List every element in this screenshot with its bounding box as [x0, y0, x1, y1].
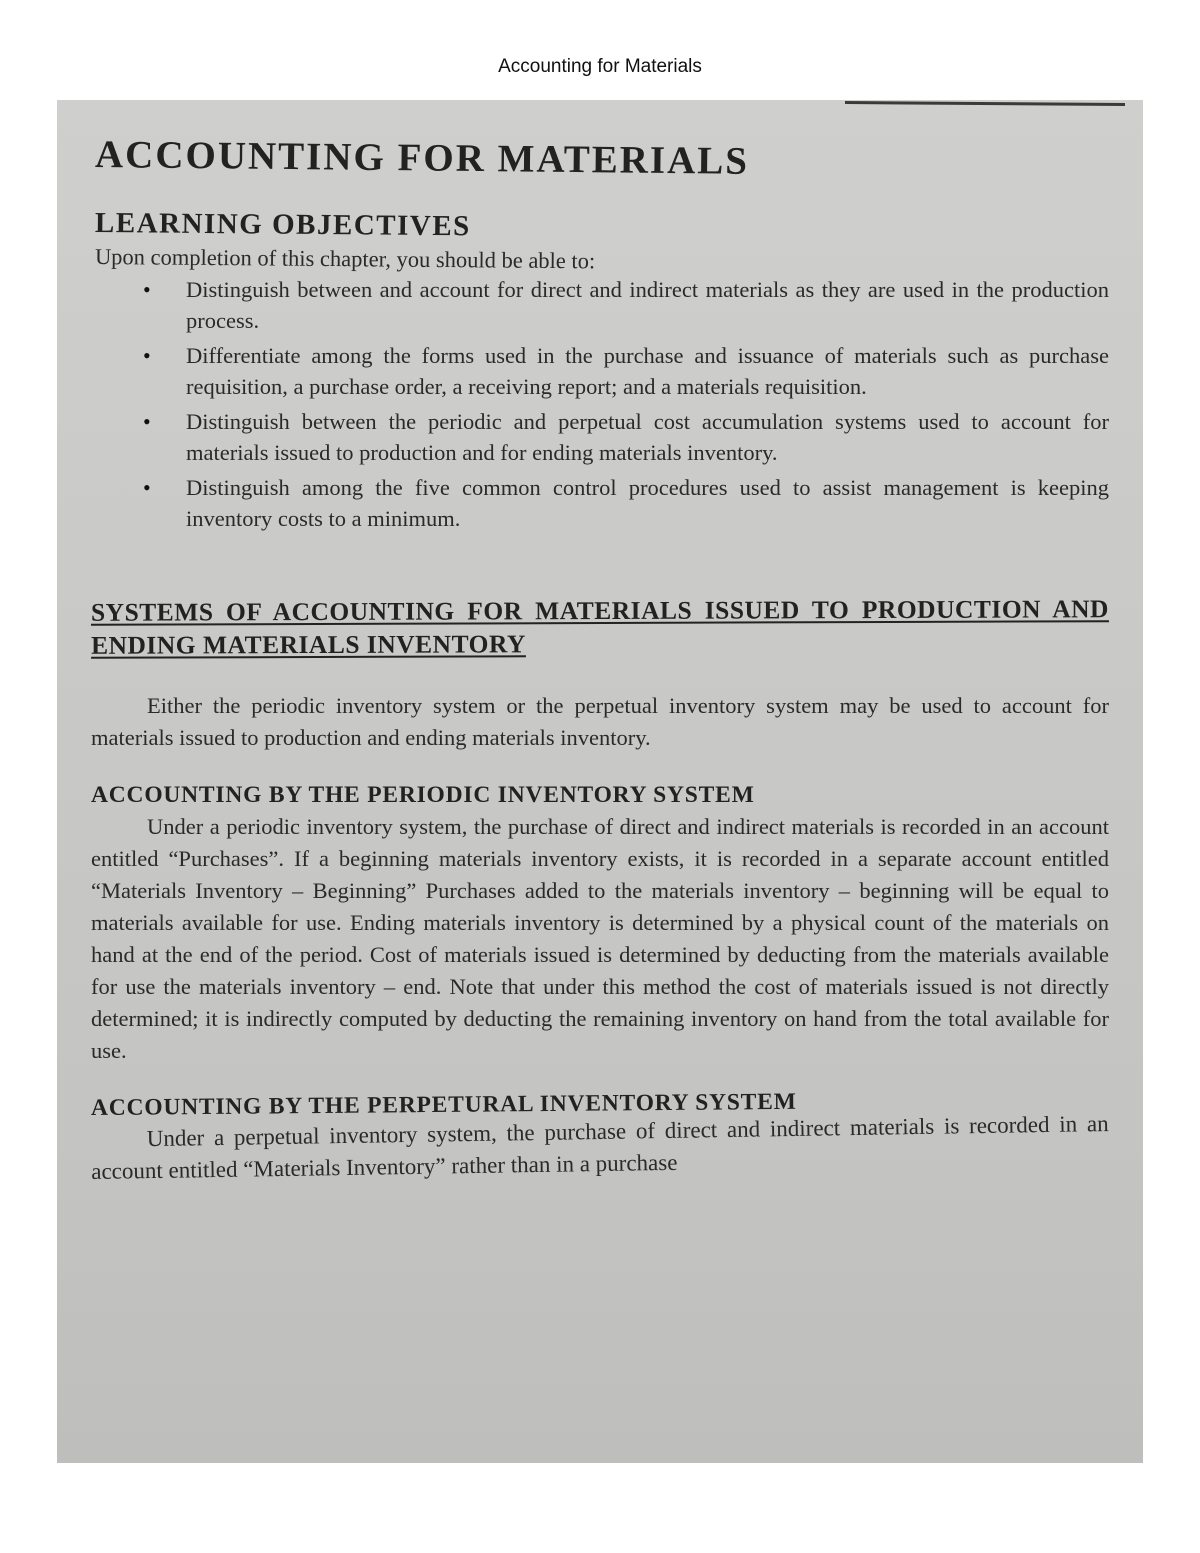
- objective-text: Distinguish among the five common control procedures used to assist management is keeping inventory costs to a minimum.: [186, 475, 1109, 531]
- systems-heading: SYSTEMS OF ACCOUNTING FOR MATERIALS ISSUED TO PRODUCTION AND ENDING MATERIALS INVENTORY: [90, 594, 1109, 660]
- perpetual-heading: ACCOUNTING BY THE PERPETURAL INVENTORY SYSTEM: [90, 1088, 797, 1121]
- learning-objectives-intro: Upon completion of this chapter, you should be able to:: [94, 244, 596, 274]
- objectives-list: [91, 274, 1109, 534]
- page-header: Accounting for Materials: [498, 56, 702, 77]
- systems-paragraph: Either the periodic inventory system or the perpetual inventory system may be used to account for materials issued to production and ending materials inventory.: [91, 693, 1109, 750]
- chapter-title: ACCOUNTING FOR MATERIALS: [94, 133, 750, 183]
- objective-text: Distinguish between and account for direct and indirect materials as they are used in the production process.: [186, 277, 1109, 333]
- page-edge-rule: [845, 101, 1125, 106]
- page-content: [91, 124, 1109, 1188]
- periodic-paragraph: Under a periodic inventory system, the purchase of direct and indirect materials is recorded in an account entitled “Purchases”. If a beginning materials inventory exists, it is recorded in a separate account entitled “Materials Inventory – Beginning” Purchases added to the materials inventory – beginning will be equal to materials available for use. Ending materials inventory is determined by a physical count of the materials on hand at the end of the period. Cost of materials issued is determined by deducting from the materials available for use the materials inventory – end. Note that under this method the cost of materials issued is not directly determined; it is indirectly computed by deducting the remaining inventory on hand from the total available for use.: [91, 814, 1109, 1063]
- objective-text: Distinguish between the periodic and perpetual cost accumulation systems used to account for materials issued to production and for ending materials inventory.: [186, 409, 1109, 465]
- objective-item: [91, 274, 1109, 336]
- bullet-icon: •: [143, 409, 151, 434]
- objective-item: [91, 340, 1109, 402]
- bullet-icon: •: [143, 475, 151, 500]
- objective-text: Differentiate among the forms used in the purchase and issuance of materials such as purchase requisition, a purchase order, a receiving report; and a materials requisition.: [186, 343, 1109, 399]
- bullet-icon: •: [143, 277, 151, 302]
- bullet-icon: •: [143, 343, 151, 368]
- periodic-heading: ACCOUNTING BY THE PERIODIC INVENTORY SYSTEM: [91, 782, 755, 808]
- scanned-page: [57, 100, 1143, 1463]
- objective-item: [91, 406, 1109, 468]
- learning-objectives-heading: LEARNING OBJECTIVES: [94, 207, 471, 243]
- objective-item: [91, 472, 1109, 534]
- perpetual-paragraph: Under a perpetual inventory system, the purchase of direct and indirect materials is recorded in an account entitled “Materials Inventory” rather than in a purchase: [91, 1111, 1109, 1184]
